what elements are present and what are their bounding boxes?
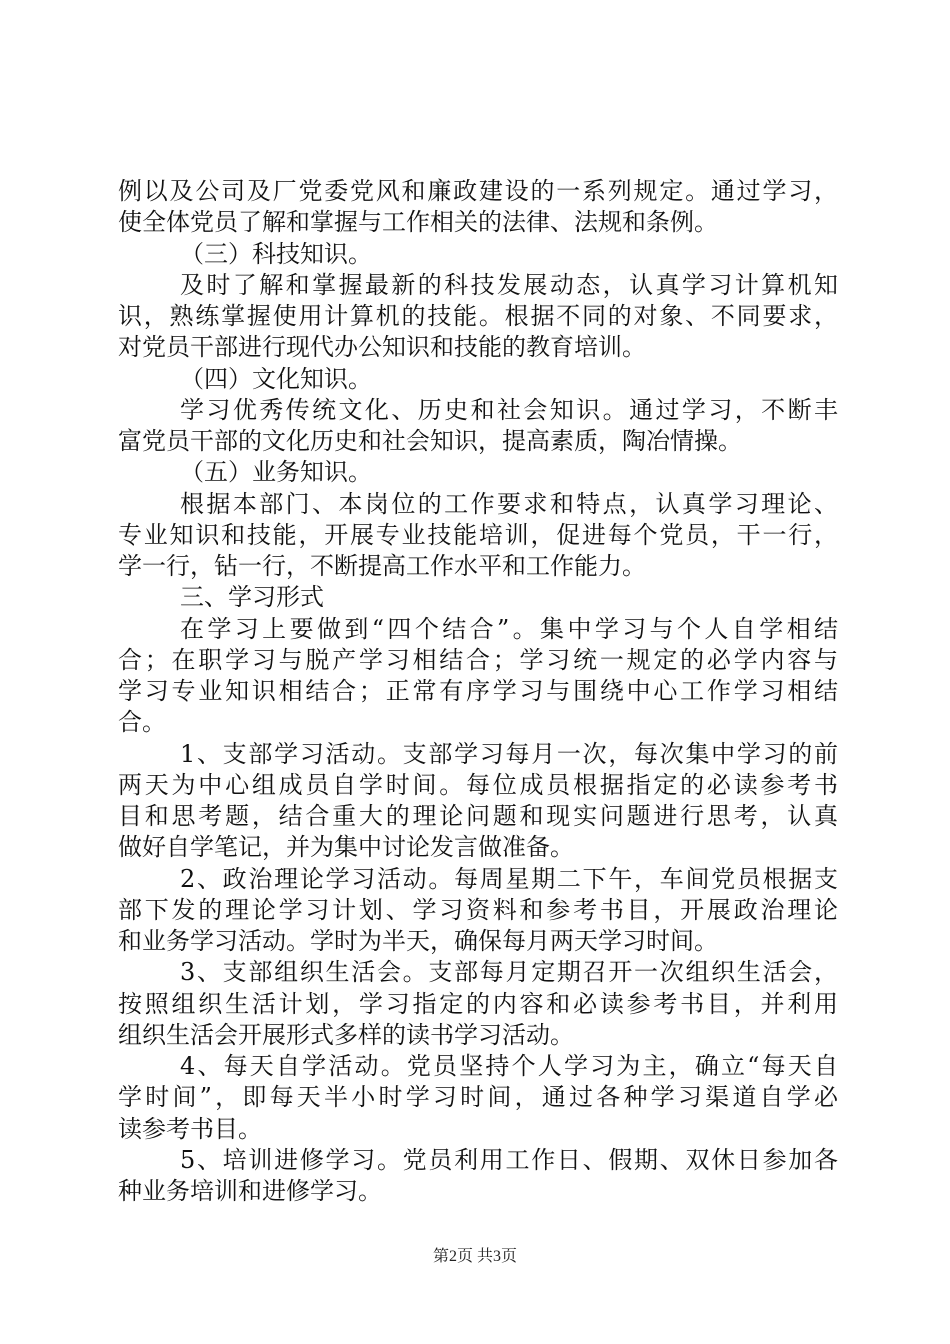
text-line: 1、支部学习活动。支部学习每月一次，每次集中学习的前 — [180, 739, 838, 768]
document-body — [118, 176, 838, 1207]
text-line: 学时间”，即每天半小时学习时间，通过各种学习渠道自学必 — [118, 1083, 838, 1112]
text-line: 对党员干部进行现代办公知识和技能的教育培训。 — [118, 333, 646, 362]
page-footer: 第2页 共3页 — [432, 1248, 517, 1265]
text-line: 合。 — [118, 708, 166, 737]
text-line: 3、支部组织生活会。支部每月定期召开一次组织生活会， — [180, 958, 838, 987]
text-line: 和业务学习活动。学时为半天，确保每月两天学习时间。 — [118, 927, 718, 955]
text-line: 目和思考题，结合重大的理论问题和现实问题进行思考，认真 — [118, 802, 838, 830]
text-line: 富党员干部的文化历史和社会知识，提高素质，陶冶情操。 — [118, 427, 742, 455]
text-line: 三、学习形式 — [180, 583, 324, 612]
text-line: （五）业务知识。 — [180, 458, 372, 487]
text-line: 在学习上要做到“四个结合”。集中学习与个人自学相结 — [180, 614, 838, 643]
text-line: 4、每天自学活动。党员坚持个人学习为主，确立“每天自 — [180, 1052, 838, 1080]
text-line: （四）文化知识。 — [180, 364, 372, 393]
text-line: 合；在职学习与脱产学习相结合；学习统一规定的必学内容与 — [118, 645, 838, 674]
text-line: 专业知识和技能，开展专业技能培训，促进每个党员，干一行， — [118, 520, 838, 549]
text-line: 读参考书目。 — [118, 1114, 262, 1143]
text-line: 部下发的理论学习计划、学习资料和参考书目，开展政治理论 — [118, 895, 838, 924]
text-line: 按照组织生活计划，学习指定的内容和必读参考书目，并利用 — [118, 989, 838, 1018]
text-line: （三）科技知识。 — [180, 239, 372, 268]
text-line: 例以及公司及厂党委党风和廉政建设的一系列规定。通过学习， — [118, 177, 838, 205]
text-line: 学习专业知识相结合；正常有序学习与围绕中心工作学习相结 — [118, 677, 838, 705]
text-line: 使全体党员了解和掌握与工作相关的法律、法规和条例。 — [118, 208, 718, 237]
text-line: 学一行，钻一行，不断提高工作水平和工作能力。 — [118, 552, 646, 580]
text-line: 种业务培训和进修学习。 — [118, 1177, 382, 1205]
text-line: 2、政治理论学习活动。每周星期二下午，车间党员根据支 — [180, 864, 838, 893]
text-line: 学习优秀传统文化、历史和社会知识。通过学习，不断丰 — [180, 395, 838, 424]
text-line: 做好自学笔记，并为集中讨论发言做准备。 — [118, 833, 574, 862]
text-line: 及时了解和掌握最新的科技发展动态，认真学习计算机知 — [180, 270, 838, 299]
text-line: 两天为中心组成员自学时间。每位成员根据指定的必读参考书 — [118, 770, 838, 799]
text-line: 组织生活会开展形式多样的读书学习活动。 — [118, 1020, 574, 1049]
text-line: 识，熟练掌握使用计算机的技能。根据不同的对象、不同要求， — [118, 302, 838, 330]
text-line: 根据本部门、本岗位的工作要求和特点，认真学习理论、 — [180, 489, 838, 518]
text-line: 5、培训进修学习。党员利用工作日、假期、双休日参加各 — [180, 1145, 838, 1174]
